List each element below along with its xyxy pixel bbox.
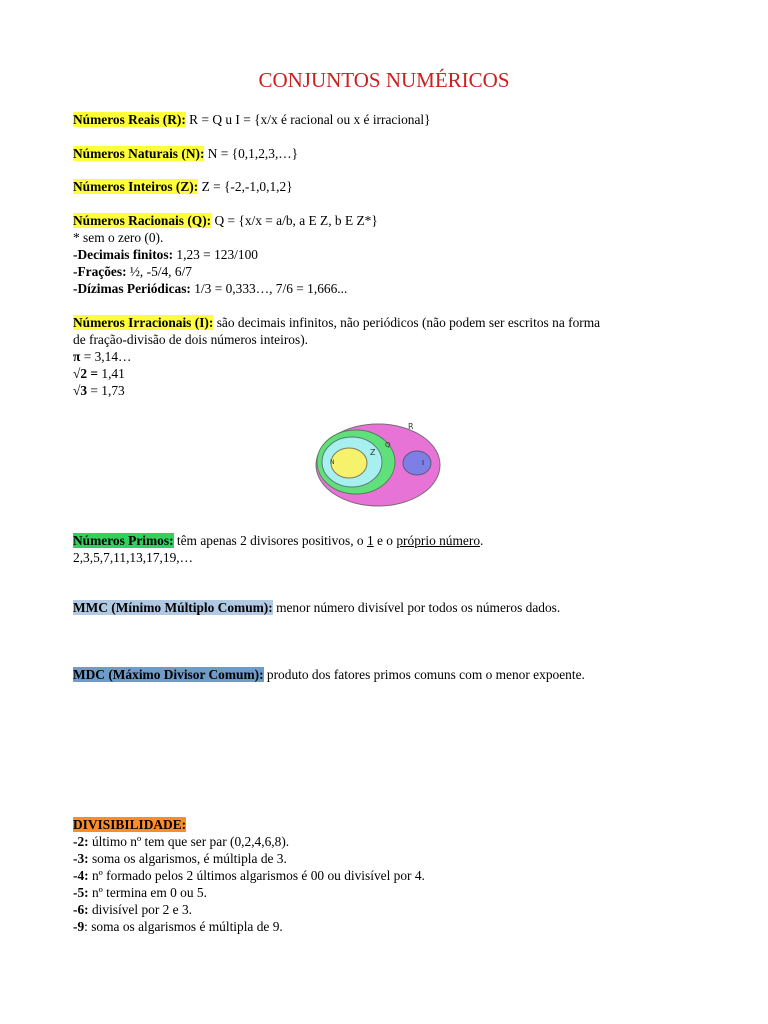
naturais-label: Números Naturais (N): (73, 146, 205, 161)
racionais-text: Q = {x/x = a/b, a E Z, b E Z*} (211, 213, 378, 228)
reais-label: Números Reais (R): (73, 112, 186, 127)
irracionais-example-pi (73, 348, 131, 365)
racionais-item (73, 246, 258, 263)
inteiros-text: Z = {-2,-1,0,1,2} (198, 179, 293, 194)
racionais-item-text: 1,23 = 123/100 (173, 247, 258, 262)
set-n-ellipse (331, 448, 367, 478)
mmc-label: MMC (Mínimo Múltiplo Comum): (73, 600, 273, 615)
primos-one: 1 (366, 533, 374, 548)
rule-text: nº termina em 0 ou 5. (88, 885, 207, 900)
set-r-label: R (408, 422, 414, 431)
irracionais-line (73, 314, 600, 331)
rule-number: -3: (73, 851, 89, 866)
racionais-label: Números Racionais (Q): (73, 213, 212, 228)
primos-list: 2,3,5,7,11,13,17,19,… (73, 550, 194, 565)
irracionais-text-2: de fração-divisão de dois números inteiros). (73, 332, 309, 347)
set-z-label: Z (370, 448, 376, 457)
racionais-item-label: -Frações: (73, 264, 127, 279)
page-title: CONJUNTOS NUMÉRICOS (258, 68, 510, 92)
pi-symbol: π (73, 349, 81, 364)
set-i-ellipse (403, 451, 431, 475)
irracionais-text: são decimais infinitos, não periódicos (não podem ser escritos na forma (213, 315, 601, 330)
naturais-line (73, 145, 298, 162)
reais-line (73, 111, 431, 128)
mmc-line (73, 599, 560, 616)
rule-text: : soma os algarismos é múltipla de 9. (84, 919, 283, 934)
rule-text: nº formado pelos 2 últimos algarismos é 00 ou divisível por 4. (88, 868, 425, 883)
rule-text: soma os algarismos, é múltipla de 3. (88, 851, 287, 866)
divisibilidade-rule (73, 901, 192, 918)
naturais-text: N = {0,1,2,3,…} (204, 146, 299, 161)
reais-text: R = Q u I = {x/x é racional ou x é irracional} (185, 112, 431, 127)
set-n-label: N (330, 459, 335, 466)
primos-line (73, 532, 483, 549)
primos-text-b: e o (373, 533, 397, 548)
irracionais-label: Números Irracionais (I): (73, 315, 214, 330)
primos-text-c: . (480, 533, 484, 548)
rule-number: -5: (73, 885, 89, 900)
mdc-label: MDC (Máximo Divisor Comum): (73, 667, 264, 682)
set-q-label: Q (385, 441, 391, 449)
sqrt2-value: 1,41 (98, 366, 125, 381)
rule-number: -2: (73, 834, 89, 849)
rule-text: divisível por 2 e 3. (88, 902, 193, 917)
racionais-item-text: 1/3 = 0,333…, 7/6 = 1,666... (190, 281, 348, 296)
primos-proprio: próprio número (396, 533, 481, 548)
rule-text: último nº tem que ser par (0,2,4,6,8). (88, 834, 290, 849)
rule-number: -9 (73, 919, 85, 934)
divisibilidade-label: DIVISIBILIDADE: (73, 817, 187, 832)
rule-number: -6: (73, 902, 89, 917)
divisibilidade-rule (73, 918, 283, 935)
racionais-line (73, 212, 378, 229)
divisibilidade-rule (73, 884, 207, 901)
racionais-item (73, 280, 347, 297)
racionais-note: * sem o zero (0). (73, 230, 164, 245)
racionais-item-label: -Dízimas Periódicas: (73, 281, 191, 296)
sqrt3-value: = 1,73 (87, 383, 125, 398)
irracionais-example-sqrt2 (73, 365, 125, 382)
divisibilidade-line (73, 816, 186, 833)
rule-number: -4: (73, 868, 89, 883)
mdc-text: produto dos fatores primos comuns com o menor expoente. (263, 667, 585, 682)
inteiros-label: Números Inteiros (Z): (73, 179, 199, 194)
irracionais-example-sqrt3 (73, 382, 125, 399)
sqrt3-symbol: √3 (73, 383, 88, 398)
primos-label: Números Primos: (73, 533, 174, 548)
inteiros-line (73, 178, 293, 195)
primos-text-a: têm apenas 2 divisores positivos, o (173, 533, 367, 548)
sets-venn-diagram (312, 420, 442, 520)
mdc-line (73, 666, 585, 683)
set-i-label: I (422, 459, 425, 467)
mmc-text: menor número divisível por todos os números dados. (272, 600, 561, 615)
racionais-item-label: -Decimais finitos: (73, 247, 174, 262)
racionais-item-text: ½, -5/4, 6/7 (126, 264, 192, 279)
divisibilidade-rule (73, 850, 287, 867)
racionais-item (73, 263, 192, 280)
pi-value: = 3,14… (80, 349, 132, 364)
sqrt2-symbol: √2 = (73, 366, 99, 381)
divisibilidade-rule (73, 833, 289, 850)
divisibilidade-rule (73, 867, 425, 884)
